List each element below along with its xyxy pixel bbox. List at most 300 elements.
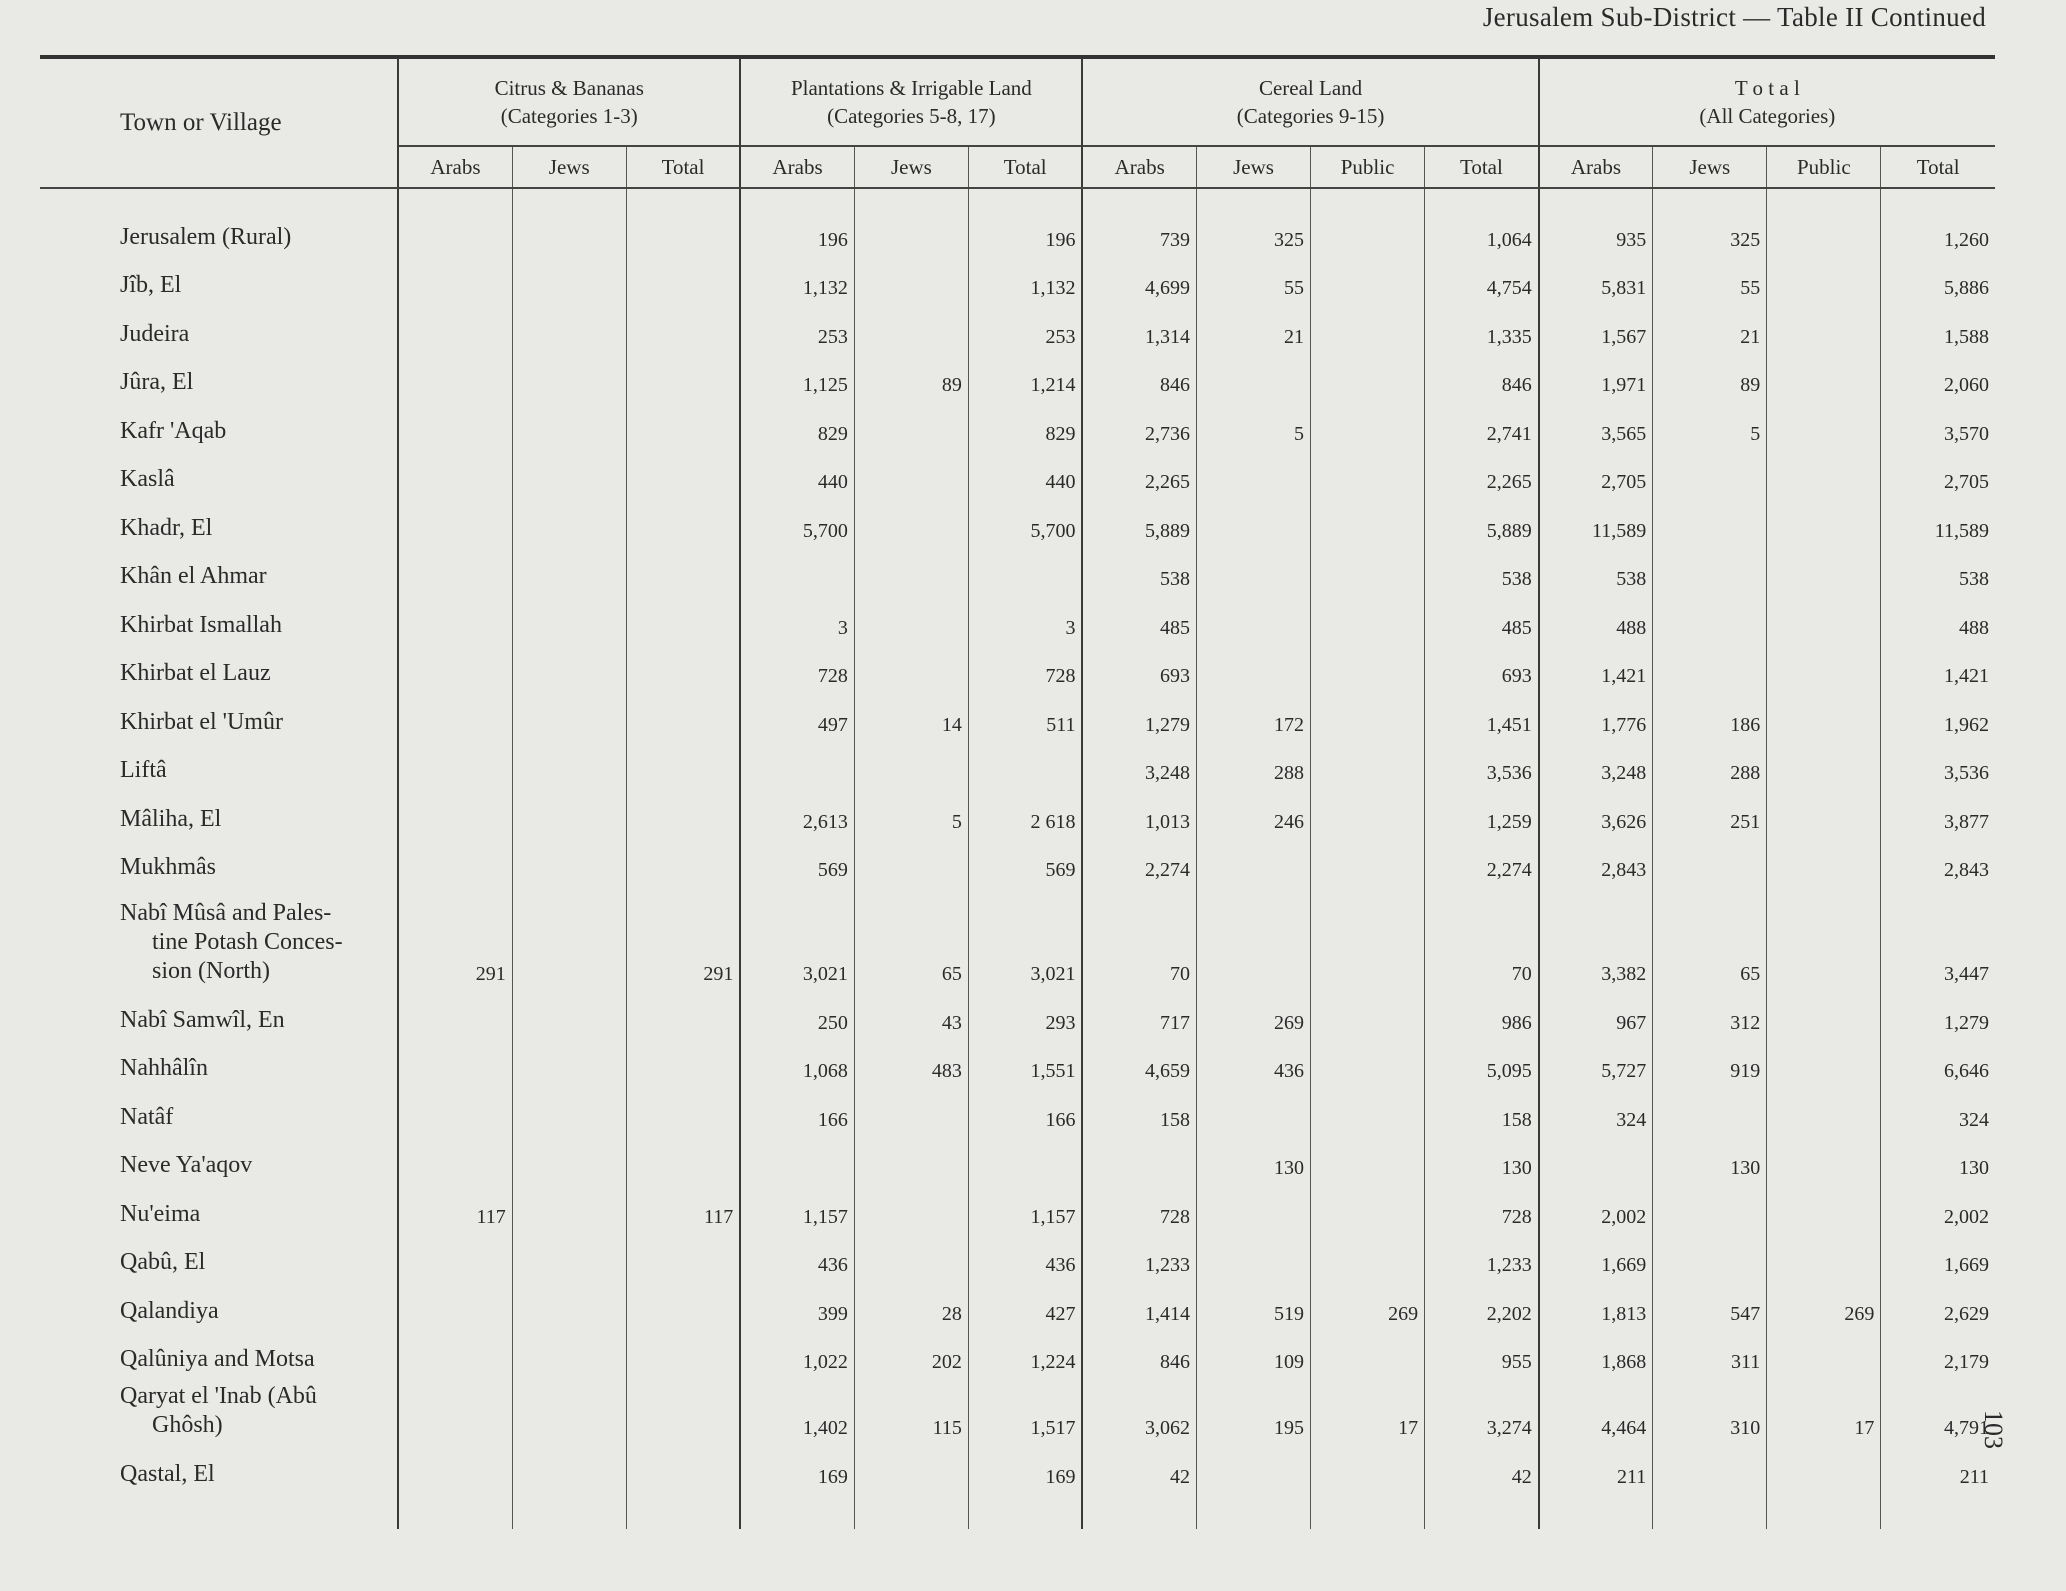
table-cell (626, 591, 740, 640)
table-cell (398, 1440, 512, 1489)
table-cell: 728 (1082, 1180, 1196, 1229)
table-cell (1653, 543, 1767, 592)
table-cell: 17 (1311, 1374, 1425, 1440)
table-cell (854, 834, 968, 883)
table-cell: 538 (1082, 543, 1196, 592)
table-cell: 11,589 (1539, 494, 1653, 543)
table-cell (1311, 446, 1425, 495)
table-cell (1767, 1035, 1881, 1084)
table-cell (512, 1440, 626, 1489)
table-cell (398, 1277, 512, 1326)
table-cell (626, 834, 740, 883)
table-cell (1653, 1440, 1767, 1489)
table-cell (512, 1132, 626, 1181)
table-cell (1767, 1326, 1881, 1375)
table-cell: 2,002 (1881, 1180, 1995, 1229)
table-cell (1767, 1440, 1881, 1489)
table-cell (398, 1229, 512, 1278)
group-header-cereal (1082, 57, 1538, 146)
town-name-line: Liftâ (120, 757, 167, 783)
table-cell: 1,567 (1539, 300, 1653, 349)
table-cell: 2,705 (1881, 446, 1995, 495)
table-cell: 2,274 (1425, 834, 1539, 883)
table-cell (512, 591, 626, 640)
table-cell: 269 (1767, 1277, 1881, 1326)
spacer-cell (854, 1489, 968, 1529)
table-cell: 166 (740, 1083, 854, 1132)
table-cell: 5,095 (1425, 1035, 1539, 1084)
table-cell: 538 (1881, 543, 1995, 592)
town-name-line: Mâliha, El (120, 805, 222, 832)
table-cell: 3,021 (740, 882, 854, 986)
table-cell (1311, 591, 1425, 640)
group-header-total (1539, 57, 1995, 146)
town-name-line: sion (North) (152, 958, 270, 984)
table-cell: 440 (968, 446, 1082, 495)
table-cell: 42 (1082, 1440, 1196, 1489)
table-cell: 739 (1082, 188, 1196, 252)
table-cell (512, 349, 626, 398)
table-cell (740, 543, 854, 592)
subheader-cell: Arabs (1539, 146, 1653, 188)
table-cell (1767, 591, 1881, 640)
table-cell: 65 (1653, 882, 1767, 986)
table-cell (398, 591, 512, 640)
table-cell (398, 349, 512, 398)
table-cell (626, 446, 740, 495)
table-cell (854, 737, 968, 786)
table-cell: 955 (1425, 1326, 1539, 1375)
table-cell: 488 (1539, 591, 1653, 640)
table-cell: 440 (740, 446, 854, 495)
table-cell (626, 300, 740, 349)
table-cell (1767, 252, 1881, 301)
table-cell (398, 737, 512, 786)
table-cell (1767, 1229, 1881, 1278)
town-name (40, 688, 398, 737)
table-cell: 538 (1425, 543, 1539, 592)
table-cell (1197, 882, 1311, 986)
table-cell (398, 188, 512, 252)
table-row (40, 1132, 1995, 1181)
spacer-cell (1197, 1489, 1311, 1529)
table-cell: 202 (854, 1326, 968, 1375)
town-name-line: Mukhmâs (120, 854, 216, 880)
table-cell: 2,265 (1425, 446, 1539, 495)
table-cell: 846 (1425, 349, 1539, 398)
spacer-cell (1082, 1489, 1196, 1529)
table-cell: 43 (854, 986, 968, 1035)
table-cell (398, 397, 512, 446)
table-cell (512, 1374, 626, 1440)
table-cell (1767, 688, 1881, 737)
table-cell (1767, 188, 1881, 252)
table-cell (1197, 1229, 1311, 1278)
table-cell (626, 1374, 740, 1440)
group-title: Cereal Land (1258, 76, 1363, 100)
table-cell: 2,613 (740, 785, 854, 834)
table-row (40, 397, 1995, 446)
table-cell: 1,517 (968, 1374, 1082, 1440)
town-name (40, 591, 398, 640)
town-name-line: Nu'eima (120, 1200, 201, 1227)
table-cell (1311, 737, 1425, 786)
town-name-line: Kafr 'Aqab (120, 417, 227, 444)
table-cell (626, 1083, 740, 1132)
subheader-cell: Jews (512, 146, 626, 188)
table-cell (398, 1083, 512, 1132)
table-cell: 538 (1539, 543, 1653, 592)
table-cell: 2,741 (1425, 397, 1539, 446)
spacer-cell (968, 1489, 1082, 1529)
group-subtitle: (Categories 5-8, 17) (827, 104, 996, 128)
table-cell (854, 543, 968, 592)
table-cell: 485 (1425, 591, 1539, 640)
table-cell: 246 (1197, 785, 1311, 834)
table-cell: 130 (1197, 1132, 1311, 1181)
table-cell: 3,536 (1881, 737, 1995, 786)
table-cell: 547 (1653, 1277, 1767, 1326)
table-cell: 1,064 (1425, 188, 1539, 252)
table-cell (1653, 834, 1767, 883)
table-cell (1311, 397, 1425, 446)
town-name (40, 785, 398, 834)
table-cell: 1,224 (968, 1326, 1082, 1375)
table-cell (854, 1180, 968, 1229)
table-cell: 693 (1425, 640, 1539, 689)
table-cell (512, 688, 626, 737)
table-cell: 6,646 (1881, 1035, 1995, 1084)
table-row (40, 252, 1995, 301)
table-row (40, 737, 1995, 786)
town-name-line: Khirbat el 'Umûr (120, 708, 283, 735)
table-cell: 5,886 (1881, 252, 1995, 301)
table-cell (626, 252, 740, 301)
town-name-line: Khadr, El (120, 514, 213, 541)
town-name (40, 882, 398, 986)
table-cell (854, 1229, 968, 1278)
spacer-cell (1539, 1489, 1653, 1529)
town-name-line: tine Potash Conces- (152, 929, 343, 955)
table-cell: 3,626 (1539, 785, 1653, 834)
spacer-cell (1653, 1489, 1767, 1529)
land-ownership-table (40, 55, 1995, 1529)
table-cell (398, 688, 512, 737)
table-cell: 1,233 (1425, 1229, 1539, 1278)
table-cell (1767, 446, 1881, 495)
spacer-cell (40, 1489, 398, 1529)
table-cell: 130 (1653, 1132, 1767, 1181)
table-cell (398, 1326, 512, 1375)
table-cell: 4,754 (1425, 252, 1539, 301)
table-cell: 436 (740, 1229, 854, 1278)
table-cell (626, 188, 740, 252)
table-cell: 485 (1082, 591, 1196, 640)
table-cell: 846 (1082, 349, 1196, 398)
table-cell: 1,132 (968, 252, 1082, 301)
table-cell: 158 (1082, 1083, 1196, 1132)
table-cell: 986 (1425, 986, 1539, 1035)
table-row (40, 785, 1995, 834)
table-cell (512, 834, 626, 883)
table-row (40, 1440, 1995, 1489)
table-cell: 1,776 (1539, 688, 1653, 737)
table-cell: 829 (740, 397, 854, 446)
table-cell: 65 (854, 882, 968, 986)
table-cell: 2 618 (968, 785, 1082, 834)
table-cell: 2,002 (1539, 1180, 1653, 1229)
table-cell (398, 1374, 512, 1440)
town-name-line: Qalûniya and Motsa (120, 1346, 315, 1372)
table-cell: 1,260 (1881, 188, 1995, 252)
table-cell: 1,314 (1082, 300, 1196, 349)
group-title: T o t a l (1734, 76, 1800, 100)
table-cell (854, 1440, 968, 1489)
table-cell: 569 (740, 834, 854, 883)
table-cell (1311, 543, 1425, 592)
table-cell (1767, 494, 1881, 543)
table-cell (1311, 640, 1425, 689)
table-cell (854, 640, 968, 689)
table-cell: 3,447 (1881, 882, 1995, 986)
table-cell: 1,068 (740, 1035, 854, 1084)
table-cell: 427 (968, 1277, 1082, 1326)
table-cell: 4,464 (1539, 1374, 1653, 1440)
table-cell (512, 1326, 626, 1375)
table-cell: 1,214 (968, 349, 1082, 398)
table-row (40, 188, 1995, 252)
table-cell: 211 (1881, 1440, 1995, 1489)
table-cell (1197, 640, 1311, 689)
table-cell (398, 785, 512, 834)
spacer-cell (740, 1489, 854, 1529)
table-row (40, 834, 1995, 883)
group-header-plantations (740, 57, 1082, 146)
table-cell (854, 1083, 968, 1132)
table-cell (1653, 1083, 1767, 1132)
table-cell (398, 986, 512, 1035)
table-cell (512, 252, 626, 301)
town-name-line: Ghôsh) (152, 1412, 223, 1438)
town-name-line: Jîb, El (120, 272, 182, 298)
table-cell: 5 (1653, 397, 1767, 446)
table-cell: 399 (740, 1277, 854, 1326)
table-cell: 5,889 (1425, 494, 1539, 543)
table-cell: 728 (740, 640, 854, 689)
table-cell: 109 (1197, 1326, 1311, 1375)
table-cell: 2,202 (1425, 1277, 1539, 1326)
subheader-cell: Total (626, 146, 740, 188)
table-cell (1653, 1180, 1767, 1229)
table-cell (1311, 882, 1425, 986)
table-cell (1197, 349, 1311, 398)
spacer-cell (1881, 1489, 1995, 1529)
table-cell (1767, 986, 1881, 1035)
subheader-cell: Total (1881, 146, 1995, 188)
table-cell: 28 (854, 1277, 968, 1326)
table-row (40, 591, 1995, 640)
table-cell: 5,700 (740, 494, 854, 543)
table-cell: 483 (854, 1035, 968, 1084)
table-cell: 4,699 (1082, 252, 1196, 301)
table-cell (512, 640, 626, 689)
table-cell (398, 640, 512, 689)
table-cell: 2,060 (1881, 349, 1995, 398)
subheader-cell: Arabs (398, 146, 512, 188)
spacer-cell (1425, 1489, 1539, 1529)
table-cell: 1,157 (968, 1180, 1082, 1229)
subheader-cell: Public (1311, 146, 1425, 188)
table-cell: 89 (854, 349, 968, 398)
town-name-line: Qalandiya (120, 1297, 219, 1324)
table-cell: 1,013 (1082, 785, 1196, 834)
table-cell: 5 (1197, 397, 1311, 446)
table-cell: 3,536 (1425, 737, 1539, 786)
spacer-cell (398, 1489, 512, 1529)
group-title: Plantations & Irrigable Land (790, 76, 1032, 100)
table-row (40, 1326, 1995, 1375)
table-cell: 3,062 (1082, 1374, 1196, 1440)
table-cell: 5 (854, 785, 968, 834)
table-cell (512, 397, 626, 446)
table-cell: 1,279 (1082, 688, 1196, 737)
table-row (40, 986, 1995, 1035)
town-name (40, 1035, 398, 1084)
town-name (40, 446, 398, 495)
table-cell: 1,259 (1425, 785, 1539, 834)
table-cell: 253 (740, 300, 854, 349)
table-row (40, 1180, 1995, 1229)
table-cell (1767, 300, 1881, 349)
group-title: Citrus & Bananas (494, 76, 644, 100)
table-cell (398, 300, 512, 349)
town-name-line: Jerusalem (Rural) (120, 223, 292, 250)
table-cell: 42 (1425, 1440, 1539, 1489)
table-cell: 3 (968, 591, 1082, 640)
table-cell (1653, 494, 1767, 543)
table-cell (1197, 543, 1311, 592)
table-cell (740, 1132, 854, 1181)
town-name-line: Khirbat Ismallah (120, 611, 282, 638)
table-cell (512, 1083, 626, 1132)
table-cell: 269 (1197, 986, 1311, 1035)
table-cell: 288 (1653, 737, 1767, 786)
table-cell: 311 (1653, 1326, 1767, 1375)
table-cell (1197, 446, 1311, 495)
town-name (40, 349, 398, 398)
table-cell (626, 397, 740, 446)
table-cell (1311, 1229, 1425, 1278)
table-cell (626, 349, 740, 398)
table-cell: 919 (1653, 1035, 1767, 1084)
table-cell: 55 (1197, 252, 1311, 301)
table-cell: 3,248 (1082, 737, 1196, 786)
group-subtitle: (All Categories) (1699, 104, 1836, 128)
spacer-cell (512, 1489, 626, 1529)
table-cell: 488 (1881, 591, 1995, 640)
table-cell: 2,736 (1082, 397, 1196, 446)
table-cell: 1,813 (1539, 1277, 1653, 1326)
table-spacer-row (40, 1489, 1995, 1529)
table-cell: 569 (968, 834, 1082, 883)
table-cell: 169 (740, 1440, 854, 1489)
table-cell (1311, 688, 1425, 737)
table-cell: 436 (968, 1229, 1082, 1278)
table-cell: 11,589 (1881, 494, 1995, 543)
town-name-line: Khân el Ahmar (120, 563, 267, 589)
town-name (40, 1374, 398, 1440)
table-cell: 3,274 (1425, 1374, 1539, 1440)
town-name (40, 543, 398, 592)
page-number: 103 (1979, 1410, 2008, 1449)
table-cell (512, 1277, 626, 1326)
table-cell (1767, 1132, 1881, 1181)
table-cell: 1,125 (740, 349, 854, 398)
table-cell (1767, 737, 1881, 786)
subheader-cell: Arabs (740, 146, 854, 188)
table-cell (626, 1326, 740, 1375)
table-cell: 1,022 (740, 1326, 854, 1375)
table-cell: 251 (1653, 785, 1767, 834)
table-cell: 436 (1197, 1035, 1311, 1084)
table-cell: 70 (1082, 882, 1196, 986)
table-cell: 269 (1311, 1277, 1425, 1326)
town-name (40, 188, 398, 252)
table-cell (1767, 785, 1881, 834)
table-cell: 195 (1197, 1374, 1311, 1440)
table-cell (1767, 834, 1881, 883)
table-cell (626, 1277, 740, 1326)
table-cell: 4,659 (1082, 1035, 1196, 1084)
town-name (40, 986, 398, 1035)
town-name-line: Jûra, El (120, 369, 194, 395)
subheader-cell: Arabs (1082, 146, 1196, 188)
table-cell (1311, 785, 1425, 834)
table-cell: 2,265 (1082, 446, 1196, 495)
table-cell (626, 986, 740, 1035)
town-name-line: Nabî Samwîl, En (120, 1006, 285, 1033)
subheader-cell: Public (1767, 146, 1881, 188)
town-name-line: Qaryat el 'Inab (Abû (120, 1383, 317, 1409)
town-name (40, 1229, 398, 1278)
town-name (40, 1326, 398, 1375)
table-cell (968, 543, 1082, 592)
table-cell (512, 188, 626, 252)
table-cell: 829 (968, 397, 1082, 446)
table-cell: 3,565 (1539, 397, 1653, 446)
table-row (40, 1229, 1995, 1278)
table-cell: 21 (1197, 300, 1311, 349)
table-row (40, 1035, 1995, 1084)
table-cell: 1,279 (1881, 986, 1995, 1035)
table-cell: 2,705 (1539, 446, 1653, 495)
table-cell (1311, 1132, 1425, 1181)
table-cell: 288 (1197, 737, 1311, 786)
town-name-line: Neve Ya'aqov (120, 1152, 253, 1178)
table-row (40, 1374, 1995, 1440)
table-cell: 511 (968, 688, 1082, 737)
table-cell: 497 (740, 688, 854, 737)
table-cell (512, 737, 626, 786)
table-cell: 196 (740, 188, 854, 252)
table-cell (512, 1180, 626, 1229)
town-name-line: Nahhâlîn (120, 1055, 208, 1081)
town-name-line: Natâf (120, 1103, 174, 1130)
table-cell (1311, 1083, 1425, 1132)
table-cell: 5,831 (1539, 252, 1653, 301)
table-cell: 3,877 (1881, 785, 1995, 834)
table-cell: 1,868 (1539, 1326, 1653, 1375)
